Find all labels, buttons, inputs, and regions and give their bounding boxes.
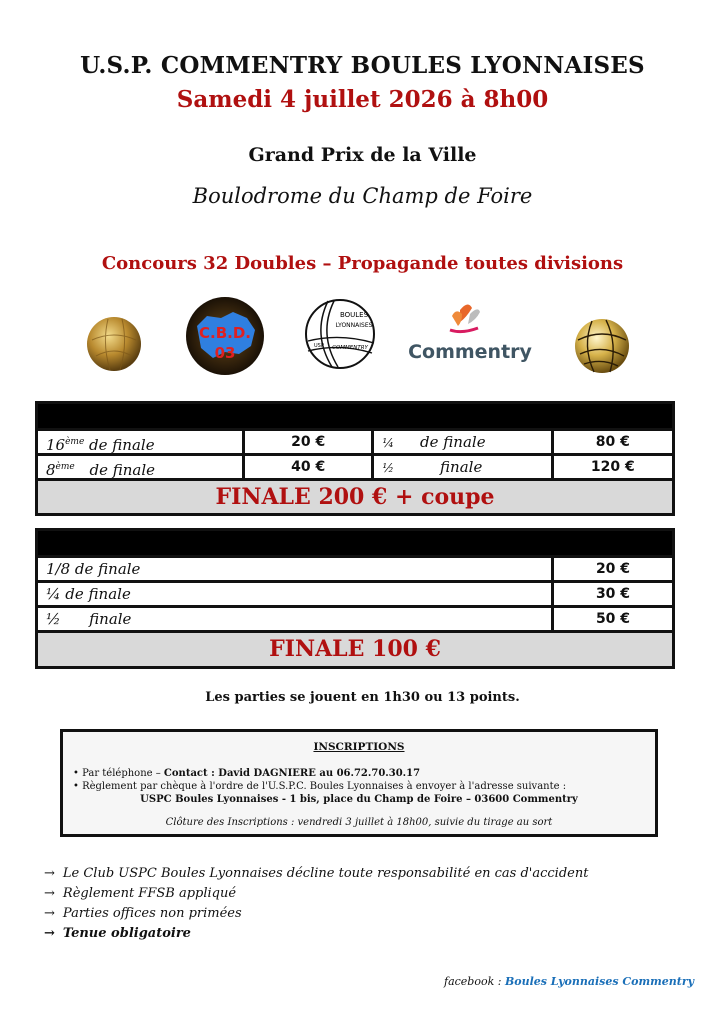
inscriptions-heading: INSCRIPTIONS — [313, 741, 405, 753]
commentry-city-logo — [408, 300, 534, 366]
engraved-boule-icon — [574, 318, 630, 374]
cbd-number: 03 — [214, 344, 236, 362]
city-name: Commentry — [408, 341, 532, 363]
round-label: ¼ de finale — [374, 431, 550, 453]
round-label: ½ finale — [374, 456, 550, 478]
main-table-header-bar — [38, 404, 672, 428]
final-prize: FINALE 200 € + coupe — [38, 481, 672, 513]
arrow-right-icon: → — [44, 866, 55, 881]
table-row — [38, 583, 672, 605]
table-row — [38, 608, 672, 630]
club-logo-left: USP — [314, 343, 324, 349]
consolante-table-header-bar — [38, 531, 672, 555]
prize-value: 80 € — [554, 431, 672, 453]
phone-contact: • Par téléphone – Contact : David DAGNIERE au 06.72.70.30.17 — [73, 768, 421, 779]
final-prize: FINALE 100 € — [38, 633, 672, 666]
payment-info: • Règlement par chèque à l'ordre de l'U.S.P.C. Boules Lyonnaises à envoyer à l'adresse suivante : — [73, 781, 567, 792]
main-prize-table — [35, 401, 675, 516]
round-label: 1/8 de finale — [38, 558, 551, 580]
club-title: U.S.P. COMMENTRY BOULES LYONNAISES — [80, 52, 645, 79]
match-duration-note: Les parties se jouent en 1h30 ou 13 points. — [205, 690, 520, 705]
prize-value: 50 € — [554, 608, 672, 630]
list-item: → Règlement FFSB appliqué — [44, 886, 237, 901]
facebook-footer: facebook : Boules Lyonnaises Commentry — [444, 975, 695, 988]
list-item: → Le Club USPC Boules Lyonnaises décline toute responsabilité en cas d'accident — [44, 866, 589, 881]
concours-type: Concours 32 Doubles – Propagande toutes divisions — [101, 253, 624, 274]
consolante-prize-table — [35, 528, 675, 669]
prize-value: 20 € — [554, 558, 672, 580]
event-venue: Boulodrome du Champ de Foire — [192, 184, 533, 208]
round-label: ½ finale — [38, 608, 551, 630]
facebook-label: facebook — [444, 975, 495, 988]
prize-value: 120 € — [554, 456, 672, 478]
rules-list — [44, 864, 588, 944]
event-date: Samedi 4 juillet 2026 à 8h00 — [176, 86, 549, 113]
round-label: 16ème de finale — [38, 431, 242, 453]
arrow-right-icon: → — [44, 926, 55, 941]
inscriptions-box — [60, 729, 658, 837]
table-row — [38, 456, 672, 478]
prize-value: 20 € — [245, 431, 371, 453]
prize-value: 40 € — [245, 456, 371, 478]
round-label: ¼ de finale — [38, 583, 551, 605]
mailing-address: USPC Boules Lyonnaises - 1 bis, place du Champ de Foire – 03600 Commentry — [140, 794, 578, 805]
list-item: → Parties offices non primées — [44, 906, 242, 921]
club-logo-mid: LYONNAISES — [335, 322, 373, 329]
round-label: 8ème de finale — [38, 456, 242, 478]
arrow-right-icon: → — [44, 886, 55, 901]
table-row — [38, 558, 672, 580]
registration-closing: Clôture des Inscriptions : vendredi 3 juillet à 18h00, suivie du tirage au sort — [165, 817, 553, 828]
event-name: Grand Prix de la Ville — [248, 144, 477, 166]
table-row — [38, 431, 672, 453]
club-logo-bottom: COMMENTRY — [332, 345, 368, 351]
prize-value: 30 € — [554, 583, 672, 605]
boules-lyonnaises-club-logo — [302, 297, 378, 371]
cbd03-logo — [185, 296, 265, 376]
arrow-right-icon: → — [44, 906, 55, 921]
cbd-text: C.B.D. — [199, 324, 251, 342]
facebook-link[interactable]: Boules Lyonnaises Commentry — [504, 975, 695, 988]
club-logo-top: BOULES — [339, 311, 369, 319]
golden-boule-icon — [86, 316, 142, 372]
list-item: → Tenue obligatoire — [44, 926, 191, 941]
